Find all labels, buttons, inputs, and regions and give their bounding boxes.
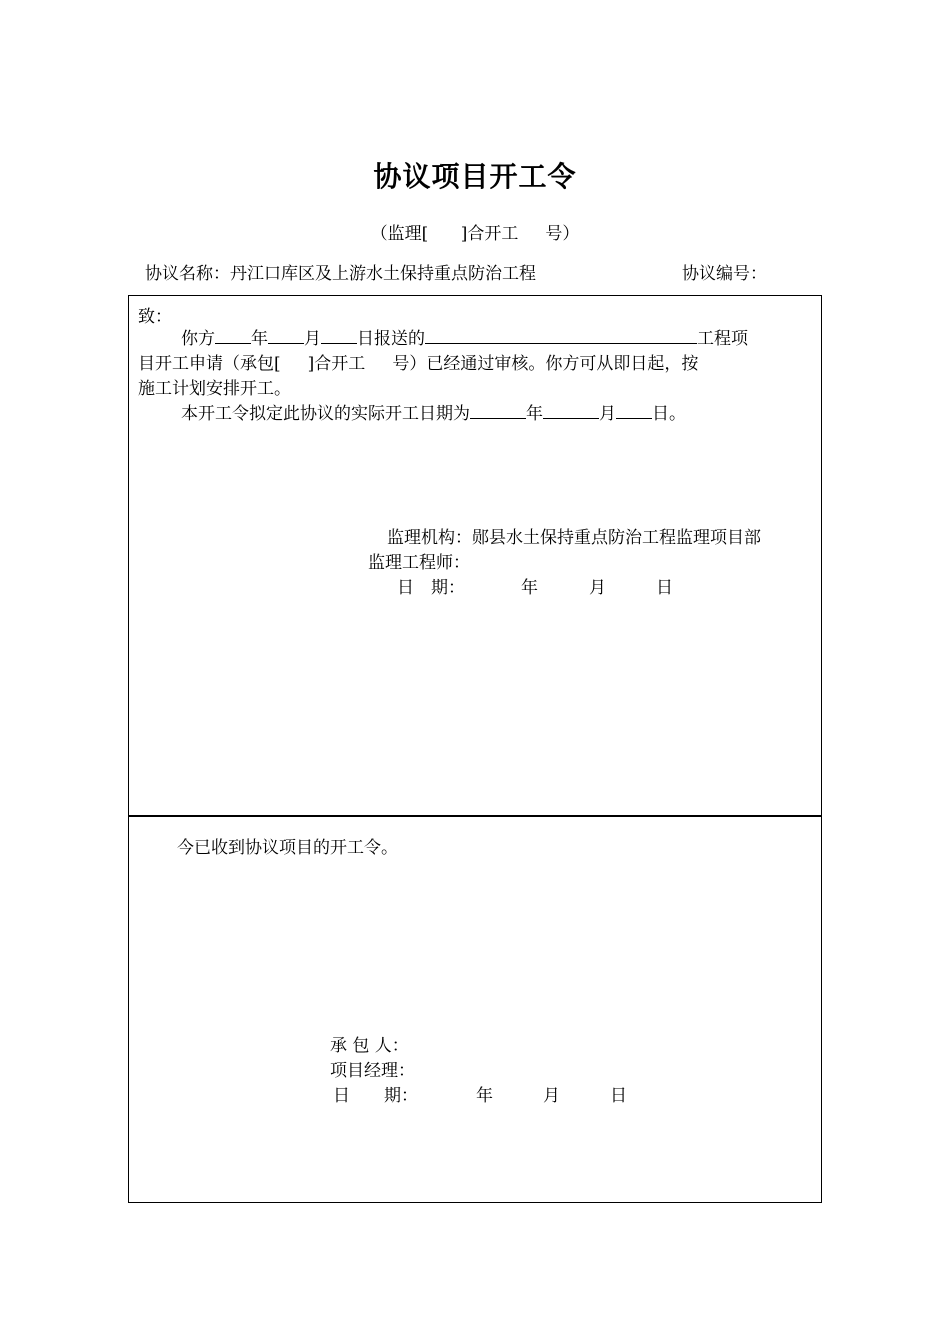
start-order-section (128, 295, 822, 816)
order-paragraph-line1 (181, 324, 748, 349)
supervision-org: 监理机构：郧县水土保持重点防治工程监理项目部 (387, 528, 761, 548)
application-number-text: ]合开工 (307, 354, 366, 374)
day-blank[interactable] (321, 326, 357, 344)
start-date-text: 本开工令拟定此协议的实际开工日期为 (181, 404, 470, 424)
project-manager-label: 项目经理： (330, 1061, 415, 1081)
year-text: 年 (251, 329, 268, 349)
receipt-date-month: 月 (543, 1086, 560, 1106)
application-text: 目开工申请（承包[ (138, 354, 281, 374)
order-date-month: 月 (589, 578, 606, 598)
document-number-line (0, 219, 950, 244)
project-blank[interactable] (425, 326, 697, 344)
project-suffix-text: 工程项 (697, 329, 748, 349)
month-blank[interactable] (268, 326, 304, 344)
receipt-text: 今已收到协议项目的开工令。 (177, 838, 398, 858)
subtitle-middle: ]合开工 (460, 224, 519, 244)
start-month-text: 月 (599, 404, 616, 424)
subtitle-prefix: （监理[ (370, 224, 429, 244)
receipt-section (128, 815, 822, 1203)
you-text: 你方 (181, 329, 215, 349)
sent-text: 日报送的 (357, 329, 425, 349)
receipt-date-day: 日 (610, 1086, 627, 1106)
approval-text: 号）已经通过审核。你方可从即日起，按 (392, 354, 699, 374)
start-month-blank[interactable] (543, 401, 599, 419)
contractor-label: 承 包 人： (330, 1036, 409, 1056)
month-text: 月 (304, 329, 321, 349)
order-date-day: 日 (656, 578, 673, 598)
start-date-line (181, 399, 686, 424)
addressee-label: 致： (138, 307, 172, 327)
receipt-date-label: 日 期： (333, 1086, 418, 1106)
order-paragraph-line2 (138, 349, 698, 374)
supervision-engineer: 监理工程师： (368, 553, 470, 573)
agreement-name: 协议名称：丹江口库区及上游水土保持重点防治工程 (145, 264, 536, 284)
year-blank[interactable] (215, 326, 251, 344)
order-paragraph-line3: 施工计划安排开工。 (138, 379, 291, 399)
start-year-text: 年 (526, 404, 543, 424)
order-date-label: 日 期： (397, 578, 465, 598)
order-date-year: 年 (521, 578, 538, 598)
start-year-blank[interactable] (470, 401, 526, 419)
subtitle-suffix: 号） (545, 224, 580, 244)
start-day-text: 日。 (652, 404, 686, 424)
receipt-date-year: 年 (476, 1086, 493, 1106)
agreement-number: 协议编号： (682, 264, 767, 284)
start-day-blank[interactable] (616, 401, 652, 419)
document-title: 协议项目开工令 (373, 160, 577, 193)
